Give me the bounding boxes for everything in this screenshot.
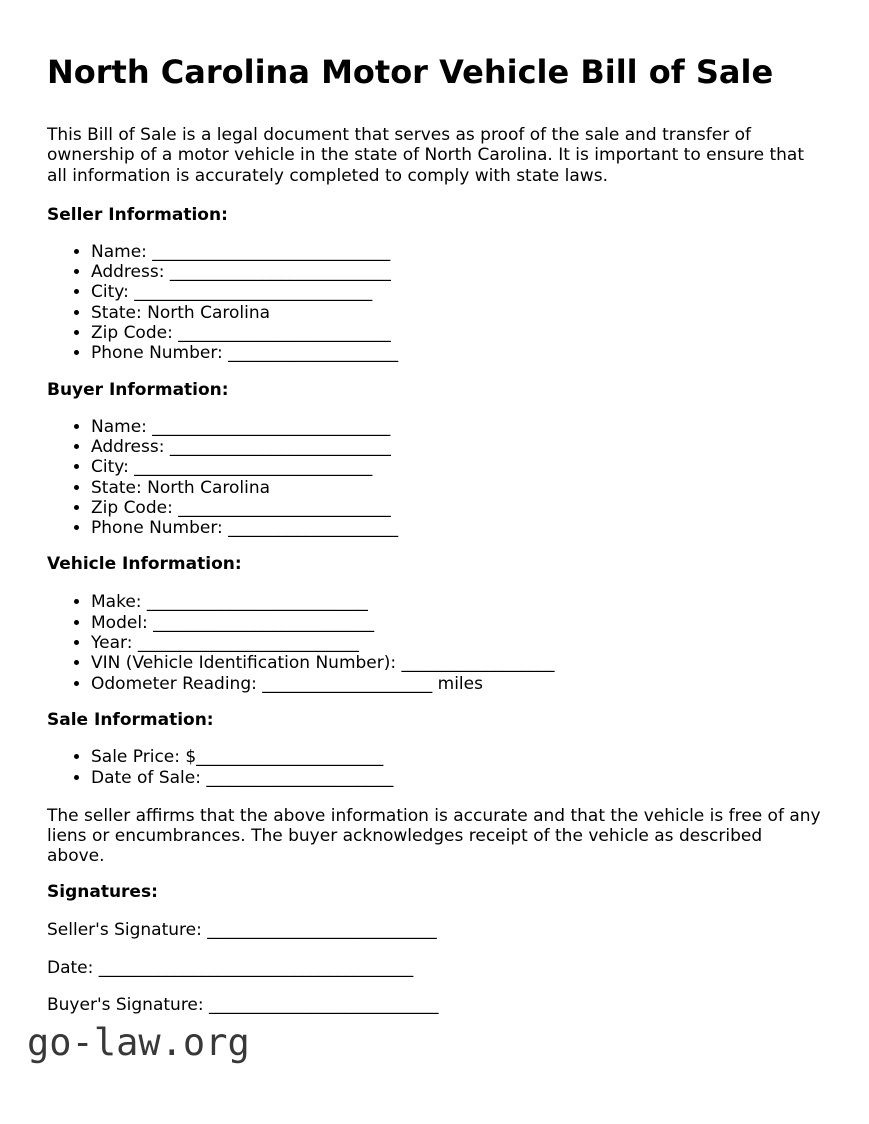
seller-zip-field: • Zip Code: _________________________: [91, 323, 817, 343]
intro-line: all information is accurately completed to comply with state laws.: [47, 165, 608, 186]
sale-information-heading: Sale Information:: [47, 710, 214, 731]
sale-information-list: [47, 747, 817, 788]
vehicle-information-list: [47, 592, 817, 693]
buyer-name-field: • Name: ____________________________: [91, 417, 817, 437]
seller-name-field: • Name: ____________________________: [91, 242, 817, 262]
seller-information-list: [47, 242, 817, 364]
buyer-phone-field: • Phone Number: ____________________: [91, 518, 817, 538]
seller-address-field: • Address: __________________________: [91, 262, 817, 282]
vehicle-information-heading: Vehicle Information:: [47, 554, 242, 575]
seller-city-field: • City: ____________________________: [91, 282, 817, 302]
affirmation-line: liens or encumbrances. The buyer acknowledges receipt of the vehicle as described: [47, 825, 763, 846]
vehicle-make-field: • Make: __________________________: [91, 592, 817, 612]
sale-price-field: • Sale Price: $______________________: [91, 747, 817, 767]
affirmation-line: The seller affirms that the above information is accurate and that the vehicle is free of any: [47, 805, 821, 826]
buyer-city-field: • City: ____________________________: [91, 457, 817, 477]
buyer-signature-line: Buyer's Signature: ___________________________: [47, 995, 439, 1016]
page-title: North Carolina Motor Vehicle Bill of Sale: [47, 53, 774, 91]
seller-state-field: • State: North Carolina: [91, 303, 817, 323]
vehicle-vin-field: • VIN (Vehicle Identification Number): __________________: [91, 653, 817, 673]
seller-phone-field: • Phone Number: ____________________: [91, 343, 817, 363]
buyer-address-field: • Address: __________________________: [91, 437, 817, 457]
vehicle-model-field: • Model: __________________________: [91, 613, 817, 633]
site-watermark: go-law.org: [27, 1021, 250, 1065]
sale-date-field: • Date of Sale: ______________________: [91, 768, 817, 788]
seller-information-heading: Seller Information:: [47, 204, 228, 225]
signature-date-line: Date: _____________________________________: [47, 957, 414, 978]
seller-signature-line: Seller's Signature: ___________________________: [47, 920, 437, 941]
intro-paragraph: [47, 125, 817, 186]
buyer-state-field: • State: North Carolina: [91, 478, 817, 498]
signatures-heading: Signatures:: [47, 882, 158, 903]
intro-line: ownership of a motor vehicle in the state of North Carolina. It is important to ensure that: [47, 145, 805, 166]
buyer-information-heading: Buyer Information:: [47, 379, 229, 400]
vehicle-year-field: • Year: __________________________: [91, 633, 817, 653]
affirmation-line: above.: [47, 846, 105, 867]
affirmation-paragraph: [47, 805, 821, 867]
intro-line: This Bill of Sale is a legal document that serves as proof of the sale and transfer of: [47, 125, 752, 145]
buyer-zip-field: • Zip Code: _________________________: [91, 498, 817, 518]
buyer-information-list: [47, 417, 817, 539]
vehicle-odometer-field: • Odometer Reading: ____________________ miles: [91, 674, 817, 694]
